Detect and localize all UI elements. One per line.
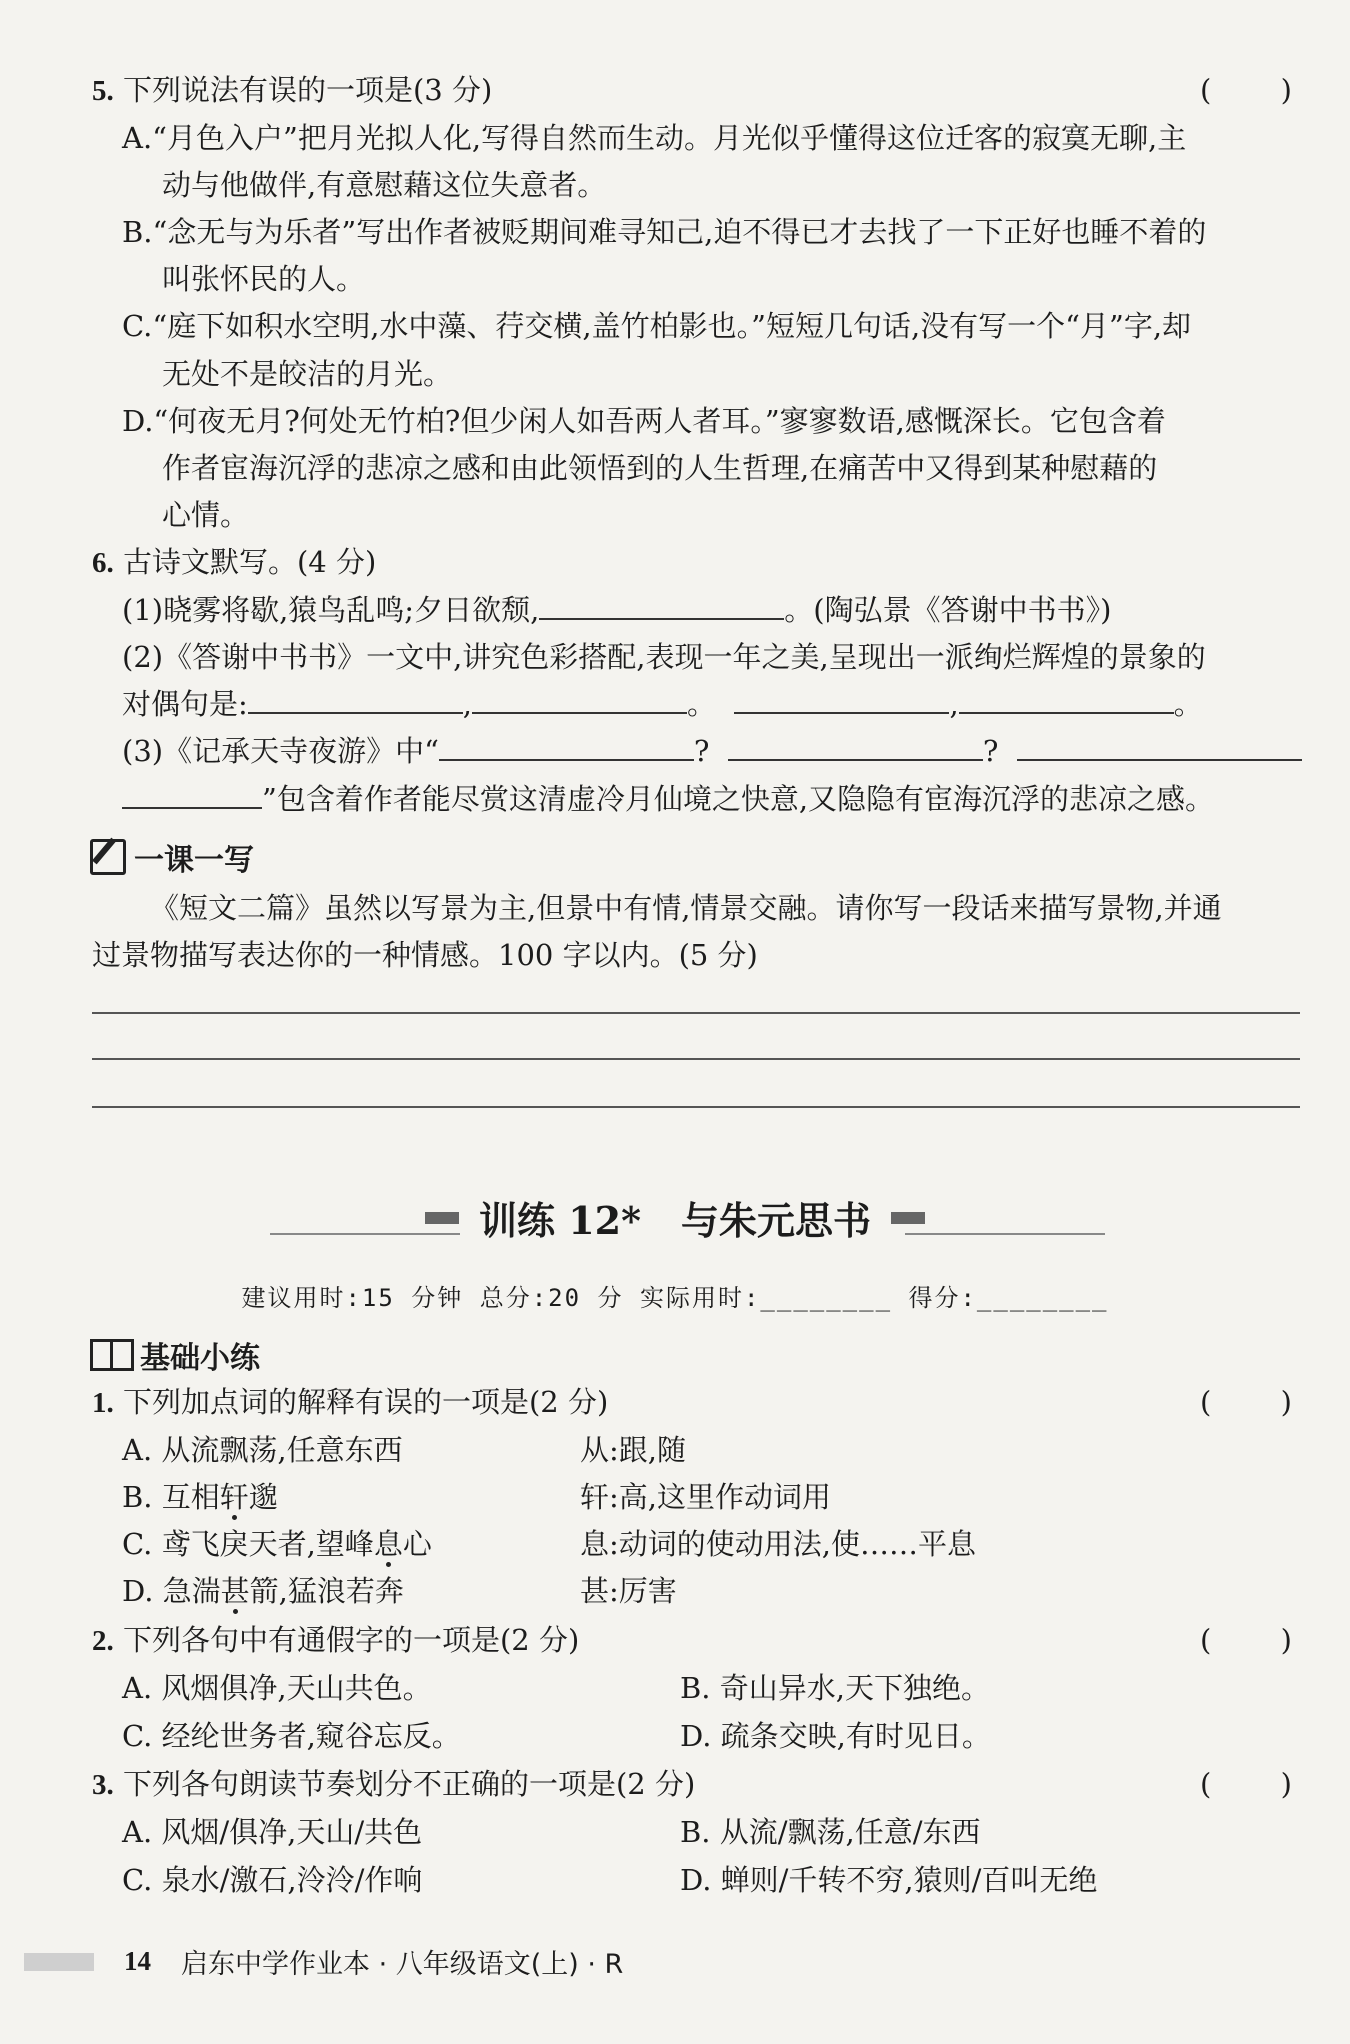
q5-option-b-line2: 叫张怀民的人。 (162, 262, 366, 296)
b3-option-a: A. 风烟/俱净,天山/共色 (122, 1815, 423, 1849)
write-section-heading (90, 835, 254, 879)
bracket-left: ( (1200, 1385, 1212, 1419)
q6-part2-line1: (2)《答谢中书书》一文中,讲究色彩搭配,表现一年之美,呈现出一派绚烂辉煌的景象的 (122, 640, 1206, 674)
title-ornament-left (425, 1212, 459, 1224)
q5-option-d-line1: D.“何夜无月?何处无竹柏?但少闲人如吾两人者耳。”寥寥数语,感慨深长。它包含着 (122, 404, 1166, 438)
question-mark: ? (693, 734, 710, 768)
basic-heading-text: 基础小练 (140, 1341, 260, 1376)
q5-option-b-line1: B.“念无与为乐者”写出作者被贬期间难寻知己,迫不得已才去找了一下正好也睡不着的 (122, 215, 1207, 249)
q6-part3-blank-1[interactable] (439, 731, 694, 761)
b2-number: 2. (92, 1625, 114, 1657)
q5-option-a-line2: 动与他做伴,有意慰藉这位失意者。 (162, 168, 607, 202)
b1-answer-bracket[interactable] (1200, 1382, 1292, 1422)
q6-stem (92, 542, 376, 583)
b1-option-b-left (122, 1477, 278, 1517)
training-name: 与朱元思书 (680, 1198, 871, 1243)
q5-number: 5. (92, 75, 114, 107)
b3-option-d: D. 蝉则/千转不穷,猿则/百叫无绝 (680, 1863, 1098, 1897)
write-heading-text: 一课一写 (134, 843, 254, 878)
option-text: C. 鸢飞戾天者,望峰 (122, 1527, 374, 1561)
b1-option-a-left: A. 从流飘荡,任意东西 (122, 1433, 403, 1467)
bracket-right: ) (1280, 73, 1292, 107)
title-ornament-right (891, 1212, 925, 1224)
b2-stem (92, 1620, 579, 1661)
q6-part2-blank-2[interactable] (472, 684, 687, 714)
pencil-icon (90, 839, 126, 875)
question-mark: ? (982, 734, 999, 768)
b3-stem-text: 下列各句朗读节奏划分不正确的一项是(2 分) (122, 1767, 696, 1801)
q6-part3-blank-2[interactable] (728, 731, 983, 761)
b3-option-c: C. 泉水/激石,泠泠/作响 (122, 1863, 423, 1897)
dotted-word: 轩 (219, 1480, 249, 1514)
option-text: 箭,猛浪若奔 (249, 1574, 404, 1608)
b1-option-d-left (122, 1571, 404, 1611)
q6-part1 (122, 590, 1111, 630)
q5-option-a-line1: A.“月色入户”把月光拟人化,写得自然而生动。月光似乎懂得这位迁客的寂寞无聊,主 (122, 121, 1187, 155)
b3-answer-bracket[interactable] (1200, 1764, 1292, 1804)
b3-option-b: B. 从流/飘荡,任意/东西 (680, 1815, 981, 1849)
book-icon (90, 1339, 134, 1371)
q5-option-d-line2: 作者宦海沉浮的悲凉之感和由此领悟到的人生哲理,在痛苦中又得到某种慰藉的 (162, 451, 1158, 485)
book-title: 启东中学作业本 · 八年级语文(上) · R (181, 1949, 624, 1980)
b2-stem-text: 下列各句中有通假字的一项是(2 分) (122, 1623, 580, 1657)
q6-part1-blank[interactable] (539, 590, 784, 620)
comma: , (949, 687, 959, 721)
bracket-right: ) (1280, 1385, 1292, 1419)
training-title (0, 1190, 1350, 1245)
q6-stem-text: 古诗文默写。(4 分) (122, 545, 377, 579)
q5-option-c-line1: C.“庭下如积水空明,水中藻、荇交横,盖竹柏影也。”短短几句话,没有写一个“月”字,却 (122, 309, 1192, 343)
b2-option-d: D. 疏条交映,有时见日。 (680, 1719, 991, 1753)
q6-part2-blank-4[interactable] (959, 684, 1174, 714)
q6-part3-text: ”包含着作者能尽赏这清虚冷月仙境之快意,又隐隐有宦海沉浮的悲凉之感。 (262, 782, 1215, 816)
b2-option-a: A. 风烟俱净,天山共色。 (122, 1671, 432, 1705)
training-meta: 建议用时:15 分钟 总分:20 分 实际用时:________ 得分:________ (241, 1284, 1109, 1312)
q6-part3-line2 (122, 779, 1214, 819)
q5-stem-text: 下列说法有误的一项是(3 分) (122, 73, 493, 107)
b1-option-d-right: 甚:厉害 (580, 1574, 677, 1608)
b2-option-b: B. 奇山异水,天下独绝。 (680, 1671, 990, 1705)
basic-section-heading (90, 1333, 260, 1377)
option-text: 邈 (248, 1480, 278, 1514)
q5-answer-bracket[interactable] (1200, 70, 1292, 110)
writing-line-3[interactable] (92, 1106, 1300, 1108)
writing-line-2[interactable] (92, 1058, 1300, 1060)
footer-decoration (24, 1953, 94, 1971)
q6-part3-prompt: (3)《记承天寺夜游》中“ (122, 734, 439, 768)
option-text: D. 急湍 (122, 1574, 221, 1608)
q6-part3-line1 (122, 731, 1302, 771)
q6-part3-blank-3[interactable] (1017, 731, 1302, 761)
b3-stem (92, 1764, 695, 1805)
bracket-right: ) (1280, 1767, 1292, 1801)
b1-stem (92, 1382, 608, 1423)
option-text: 心 (402, 1527, 432, 1561)
q5-option-d-line3: 心情。 (162, 498, 250, 532)
writing-line-1[interactable] (92, 1012, 1300, 1014)
b1-option-c-right: 息:动词的使动用法,使……平息 (580, 1527, 976, 1561)
q6-part2-blank-1[interactable] (248, 684, 463, 714)
q6-part1-prompt: (1)晓雾将歇,猿鸟乱鸣;夕日欲颓, (122, 593, 540, 627)
period: 。 (687, 687, 717, 721)
bracket-left: ( (1200, 1767, 1212, 1801)
b1-option-c-left (122, 1524, 432, 1564)
option-text: B. 互相 (122, 1480, 220, 1514)
q5-option-c-line2: 无处不是皎洁的月光。 (162, 357, 453, 391)
b1-stem-text: 下列加点词的解释有误的一项是(2 分) (122, 1385, 609, 1419)
page-number: 14 (124, 1946, 151, 1976)
q6-part2-line2 (122, 684, 1203, 724)
b2-option-c: C. 经纶世务者,窥谷忘反。 (122, 1719, 461, 1753)
q6-part1-source: 。(陶弘景《答谢中书书》) (784, 593, 1112, 627)
b2-answer-bracket[interactable] (1200, 1620, 1292, 1660)
dotted-word: 息 (373, 1527, 403, 1561)
bracket-right: ) (1280, 1623, 1292, 1657)
q6-number: 6. (92, 547, 114, 579)
b1-option-b-right: 轩:高,这里作动词用 (580, 1480, 831, 1514)
write-prompt-line1: 《短文二篇》虽然以写景为主,但景中有情,情景交融。请你写一段话来描写景物,并通 (150, 891, 1222, 925)
training-number: 训练 12* (479, 1198, 641, 1243)
comma: , (462, 687, 472, 721)
q5-stem (92, 70, 492, 111)
dotted-word: 甚 (220, 1574, 250, 1608)
bracket-left: ( (1200, 1623, 1212, 1657)
b1-number: 1. (92, 1387, 114, 1419)
q6-part3-blank-4[interactable] (122, 779, 262, 809)
q6-part2-label: 对偶句是: (122, 687, 248, 721)
q6-part2-blank-3[interactable] (734, 684, 949, 714)
period: 。 (1173, 687, 1203, 721)
b3-number: 3. (92, 1769, 114, 1801)
page-footer (24, 1942, 623, 1981)
bracket-left: ( (1200, 73, 1212, 107)
b1-option-a-right: 从:跟,随 (580, 1433, 686, 1467)
write-prompt-line2: 过景物描写表达你的一种情感。100 字以内。(5 分) (92, 938, 758, 972)
